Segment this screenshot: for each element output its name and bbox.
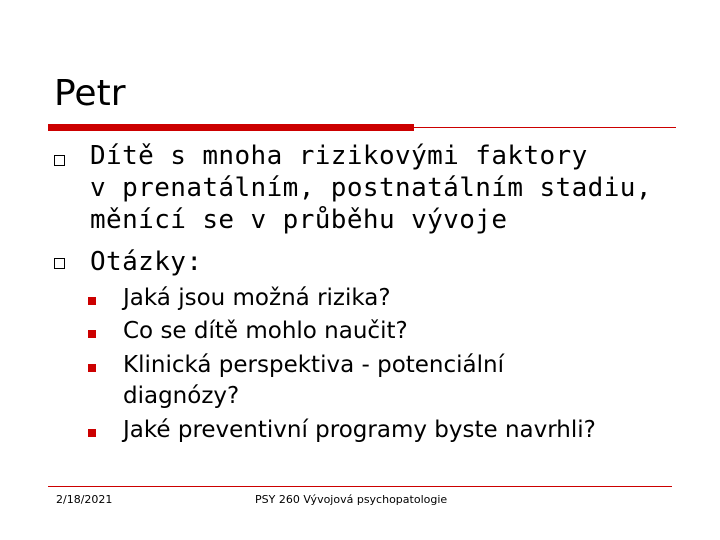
sub-bullet-2: Co se dítě mohlo naučit? <box>123 318 408 344</box>
bullet-1-line-2: v prenatálním, postnatálním stadiu, <box>90 173 652 203</box>
filled-square-bullet-icon <box>88 297 96 305</box>
filled-square-bullet-icon <box>88 429 96 437</box>
hollow-square-bullet-icon <box>54 258 65 269</box>
bullet-2-line-1: Otázky: <box>90 247 203 277</box>
sub-bullet-1: Jaká jsou možná rizika? <box>123 285 391 311</box>
bullet-1-line-3: měnící se v průběhu vývoje <box>90 205 508 235</box>
sub-bullet-3-line-1: Klinická perspektiva - potenciální <box>123 352 504 378</box>
hollow-square-bullet-icon <box>54 155 65 166</box>
footer-divider <box>48 486 672 487</box>
filled-square-bullet-icon <box>88 330 96 338</box>
sub-bullet-4: Jaké preventivní programy byste navrhli? <box>123 417 596 443</box>
bullet-1-line-1: Dítě s mnoha rizikovými faktory <box>90 141 588 171</box>
slide-title: Petr <box>54 73 126 114</box>
title-underline-line <box>414 127 676 128</box>
filled-square-bullet-icon <box>88 364 96 372</box>
footer-date: 2/18/2021 <box>56 493 113 506</box>
title-underline-bar <box>48 124 414 131</box>
footer-course-title: PSY 260 Vývojová psychopatologie <box>255 493 448 506</box>
sub-bullet-3-line-2: diagnózy? <box>123 383 240 409</box>
